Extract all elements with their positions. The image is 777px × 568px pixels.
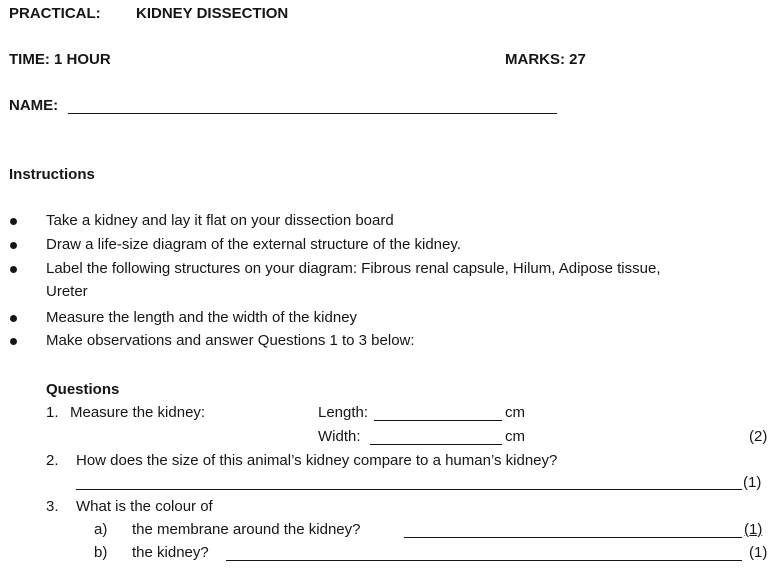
width-answer-line[interactable] [370,444,502,445]
width-unit: cm [505,428,525,445]
questions-heading: Questions [46,381,120,398]
bullet-icon [10,218,17,225]
name-answer-line[interactable] [68,113,557,114]
question-2-marks: (1) [743,474,762,491]
instruction-item: Label the following structures on your diagram: Fibrous renal capsule, Hilum, Adipose tissue, [46,260,661,277]
question-3b-marks: (1) [749,544,768,561]
bullet-icon [10,242,17,249]
bullet-icon [10,315,17,322]
question-3a-text: the membrane around the kidney? [132,521,361,538]
name-label: NAME: [9,97,59,114]
question-3a-label: a) [94,521,108,538]
instruction-item-continuation: Ureter [46,283,88,300]
question-3b-text: the kidney? [132,544,209,561]
question-3b-label: b) [94,544,108,561]
length-unit: cm [505,404,525,421]
practical-title: KIDNEY DISSECTION [136,5,289,22]
time-label: TIME: 1 HOUR [9,51,111,68]
instructions-heading: Instructions [9,166,95,183]
question-3a-answer-line[interactable] [404,537,742,538]
bullet-icon [10,266,17,273]
question-1-text: Measure the kidney: [70,404,206,421]
width-label: Width: [318,428,361,445]
instruction-item: Draw a life-size diagram of the external structure of the kidney. [46,236,461,253]
question-number: 3. [46,498,59,515]
practical-label: PRACTICAL: [9,5,101,22]
length-answer-line[interactable] [374,420,502,421]
question-3a-marks: (1) [744,521,763,538]
question-3-text: What is the colour of [76,498,213,515]
question-3b-answer-line[interactable] [226,560,742,561]
instruction-item: Make observations and answer Questions 1 to 3 below: [46,332,415,349]
question-number: 1. [46,404,59,421]
question-1-marks: (2) [749,428,768,445]
instruction-item: Measure the length and the width of the kidney [46,309,358,326]
question-number: 2. [46,452,59,469]
question-2-answer-line[interactable] [76,489,742,490]
question-2-text: How does the size of this animal’s kidney compare to a human’s kidney? [76,452,558,469]
bullet-icon [10,338,17,345]
marks-label: MARKS: 27 [505,51,586,68]
instruction-item: Take a kidney and lay it flat on your dissection board [46,212,394,229]
length-label: Length: [318,404,369,421]
